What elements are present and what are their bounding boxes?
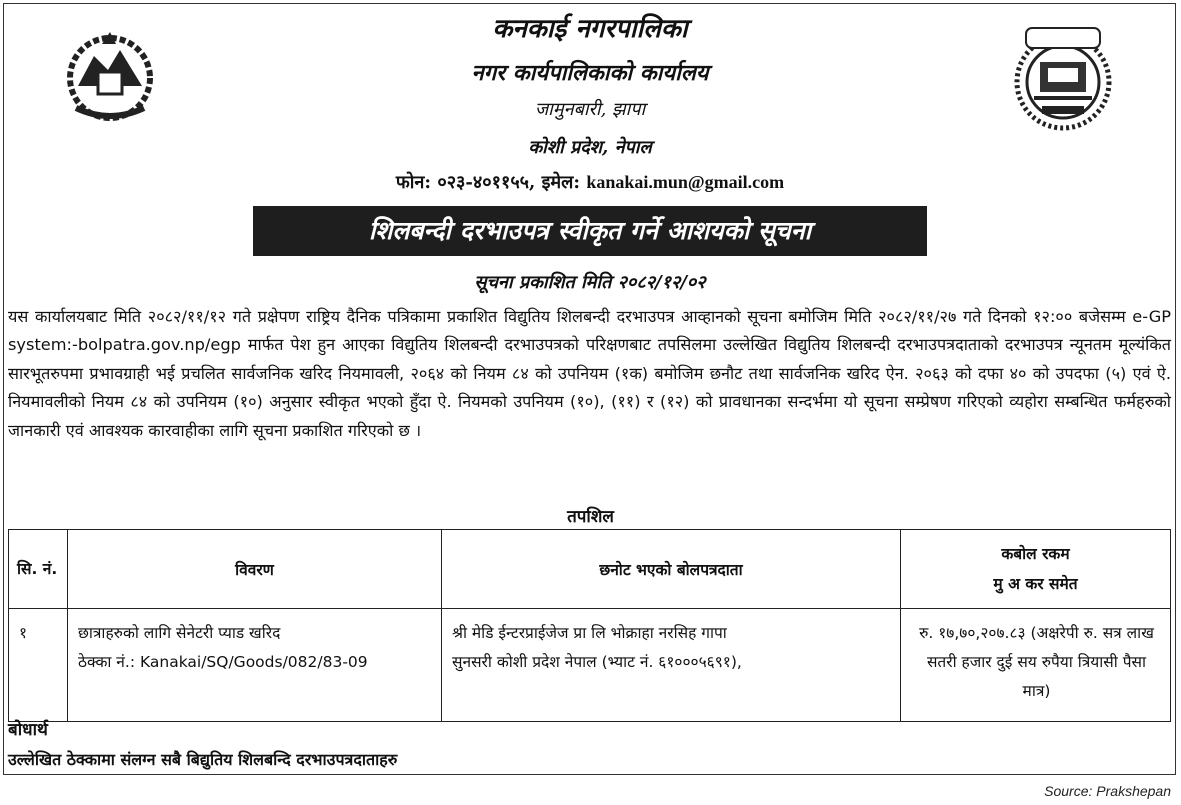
nepal-emblem-icon	[58, 26, 162, 126]
notice-body: यस कार्यालयबाट मिति २०८२/११/१२ गते प्रक्षेपण राष्ट्रिय दैनिक पत्रिकामा प्रकाशित विद्युतिय शिलबन्दी दरभाउपत्र आव्हानको सूचना बमोजिम मिति २०८२/११/२७ गते दिनको १२:०० बजेसम्म e-GP system:-bolpatra.gov.np/egp मार्फत पेश हुन आएका विद्युतिय शिलबन्दी दरभाउपत्रको परिक्षणबाट तपसिलमा उल्लेखित विद्युतिय शिलबन्दी दरभाउपत्रदाताको दरभाउपत्र न्यूनतम मूल्यंकित सारभूतरुपमा प्रभावग्राही भई प्रचलित सार्वजनिक खरिद नियमावली, २०६४ को नियम ८४ को उपनियम (१क) बमोजिम छनौट तथा सार्वजनिक खरिद ऐन. २०६३ को दफा ४० को उपदफा (५) एवं ऐ. नियमावलीको नियम ८४ को उपनियम (१०) अनुसार स्वीकृत भएको हुँदा ऐ. नियमको उपनियम (१०), (११) र (१२) को प्रावधानका सन्दर्भमा यो सूचना सम्प्रेषण गरिएको व्यहोरा सम्बन्धित फर्महरुको जानकारी एवं आवश्यक कारवाहीका लागि सूचना प्रकाशित गरिएको छ ।	[8, 307, 1171, 440]
header-sn: सि. नं.	[9, 530, 68, 609]
source-credit: Source: Prakshepan	[1044, 783, 1171, 799]
header-description: विवरण	[68, 530, 442, 609]
cc-label: बोधार्थ	[8, 720, 48, 740]
header-bidder: छनोट भएको बोलपत्रदाता	[442, 530, 901, 609]
description-line1: छात्राहरुको लागि सेनेटरी प्याड खरिद	[78, 624, 281, 642]
notice-title: शिलबन्दी दरभाउपत्र स्वीकृत गर्ने आशयको सूचना	[253, 206, 927, 256]
bidder-line1: श्री मेडि ईन्टरप्राईजेज प्रा लि भोक्राहा नरसिह गापा	[452, 624, 727, 642]
email-text: kanakai.mun@gmail.com	[586, 172, 785, 192]
office-province: कोशी प्रदेश, नेपाल	[528, 137, 652, 158]
bidder-line2: सुनसरी कोशी प्रदेश नेपाल (भ्याट नं. ६१०००५६९१),	[452, 653, 742, 671]
table-caption: तपशिल	[567, 507, 614, 527]
description-line2: ठेक्का नं.: Kanakai/SQ/Goods/082/83-09	[78, 653, 368, 671]
cc-text: उल्लेखित ठेक्कामा संलग्न सबै बिद्युतिय शिलबन्दि दरभाउपत्रदाताहरु	[8, 750, 398, 769]
cell-bidder	[442, 609, 901, 722]
table-header-row	[9, 530, 1171, 609]
cell-amount: रु. १७,७०,२०७.८३ (अक्षरेपी रु. सत्र लाख सतरी हजार दुई सय रुपैया त्रियासी पैसा मात्र)	[901, 609, 1171, 722]
header-amount	[901, 530, 1171, 609]
phone-text: फोन: ०२३-४०११५५, इमेल:	[395, 172, 581, 193]
cell-sn: १	[9, 609, 68, 722]
municipality-name: कनकाई नगरपालिका	[492, 14, 688, 44]
details-table	[8, 529, 1171, 722]
header-amount-line1: कबोल रकम	[1001, 545, 1070, 563]
municipality-logo-icon	[1012, 24, 1114, 136]
published-date: सूचना प्रकाशित मिति २०८२/१२/०२	[474, 272, 706, 293]
cell-description	[68, 609, 442, 722]
table-row	[9, 609, 1171, 722]
header-amount-line2: मु अ कर समेत	[993, 575, 1078, 593]
office-location: जामुनबारी, झापा	[534, 99, 646, 120]
office-name: नगर कार्यपालिकाको कार्यालय	[471, 60, 709, 86]
contact-line	[300, 173, 880, 192]
